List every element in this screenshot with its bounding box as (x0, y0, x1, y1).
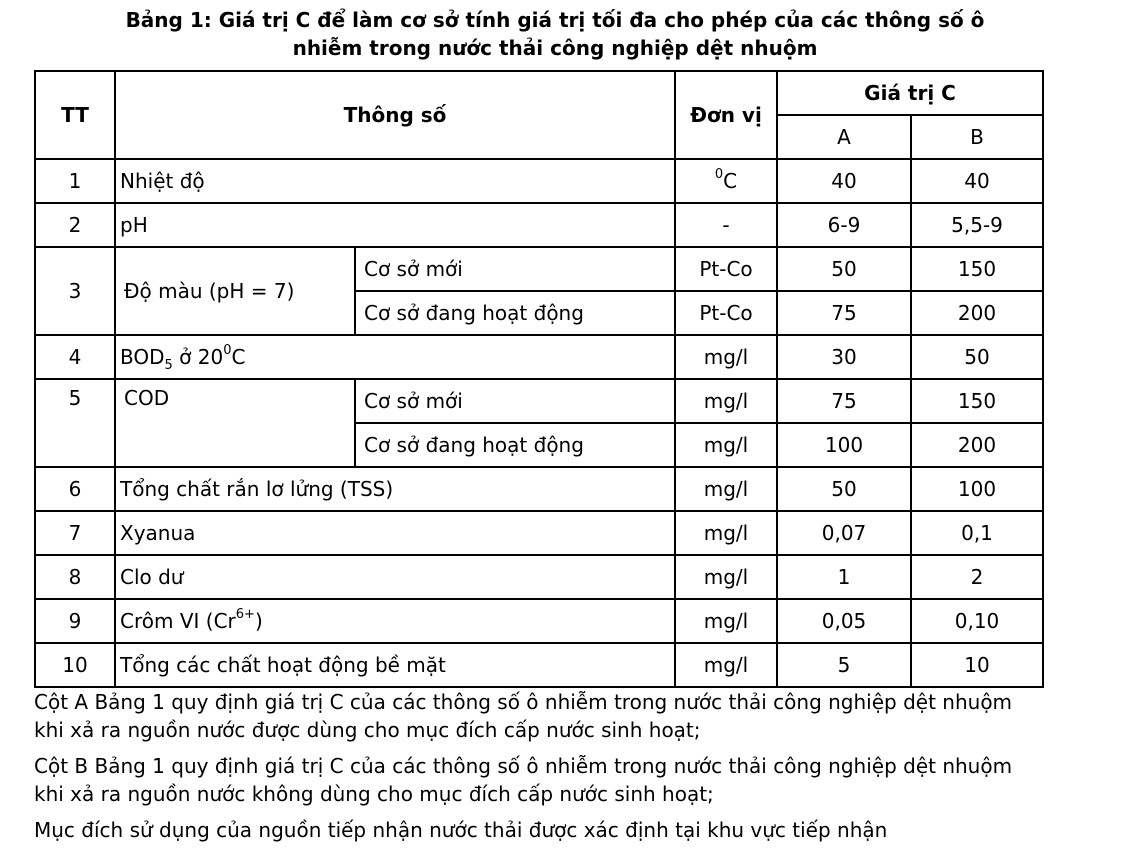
row-value-b: 100 (911, 467, 1043, 511)
row-tt: 10 (35, 643, 115, 687)
row-value-a: 50 (777, 467, 911, 511)
row-value-b: 5,5-9 (911, 203, 1043, 247)
table-row (35, 159, 1043, 203)
row-unit: mg/l (675, 643, 777, 687)
header-col-b: B (911, 115, 1043, 159)
row-tt: 7 (35, 511, 115, 555)
param-superscript: 0 (223, 343, 232, 359)
header-row (35, 71, 1043, 115)
row-value-a: 1 (777, 555, 911, 599)
row-param: pH (115, 203, 675, 247)
row-subparam: Cơ sở mới (355, 379, 675, 423)
row-param: Tổng các chất hoạt động bề mặt (115, 643, 675, 687)
row-param: COD (115, 379, 355, 467)
row-tt: 3 (35, 247, 115, 335)
row-value-a: 5 (777, 643, 911, 687)
row-param: Tổng chất rắn lơ lửng (TSS) (115, 467, 675, 511)
row-value-b: 0,1 (911, 511, 1043, 555)
param-subscript: 5 (164, 358, 173, 373)
table-row (35, 643, 1043, 687)
row-subparam: Cơ sở đang hoạt động (355, 291, 675, 335)
row-value-a: 75 (777, 379, 911, 423)
table-caption (0, 6, 1110, 62)
header-unit: Đơn vị (675, 71, 777, 159)
row-unit (675, 159, 777, 203)
param-text: BOD (120, 345, 165, 369)
row-value-a: 6-9 (777, 203, 911, 247)
row-value-b: 150 (911, 379, 1043, 423)
row-unit: mg/l (675, 555, 777, 599)
row-unit: mg/l (675, 511, 777, 555)
row-value-b: 2 (911, 555, 1043, 599)
table-row (35, 555, 1043, 599)
note-paragraph: Cột B Bảng 1 quy định giá trị C của các thông số ô nhiễm trong nước thải công nghiệp dệt nhuộm khi xả ra nguồn nước không dùng cho mục đích cấp nước sinh hoạt; (34, 754, 1013, 806)
row-unit: mg/l (675, 599, 777, 643)
row-unit: mg/l (675, 467, 777, 511)
row-value-b: 50 (911, 335, 1043, 379)
row-value-b: 200 (911, 423, 1043, 467)
row-tt: 6 (35, 467, 115, 511)
row-unit: Pt-Co (675, 291, 777, 335)
row-unit: - (675, 203, 777, 247)
row-tt: 4 (35, 335, 115, 379)
caption-line-1: Bảng 1: Giá trị C để làm cơ sở tính giá trị tối đa cho phép của các thông số ô (125, 8, 985, 32)
row-unit: Pt-Co (675, 247, 777, 291)
row-value-a: 50 (777, 247, 911, 291)
row-value-b: 0,10 (911, 599, 1043, 643)
row-param (115, 599, 675, 643)
unit-main: C (723, 169, 738, 193)
header-tt: TT (35, 71, 115, 159)
row-value-b: 40 (911, 159, 1043, 203)
table-row (35, 599, 1043, 643)
row-value-b: 150 (911, 247, 1043, 291)
param-text: ) (254, 609, 263, 633)
table-row (35, 511, 1043, 555)
note-paragraph: Mục đích sử dụng của nguồn tiếp nhận nước thải được xác định tại khu vực tiếp nhận (34, 818, 888, 842)
row-value-b: 200 (911, 291, 1043, 335)
table-row (35, 467, 1043, 511)
row-value-a: 75 (777, 291, 911, 335)
param-text: C (231, 345, 246, 369)
row-tt: 5 (35, 379, 115, 467)
row-unit: mg/l (675, 379, 777, 423)
header-param: Thông số (115, 71, 675, 159)
row-tt: 2 (35, 203, 115, 247)
row-value-b: 10 (911, 643, 1043, 687)
row-param: Độ màu (pH = 7) (115, 247, 355, 335)
table-row (35, 379, 1043, 423)
param-text: Crôm VI (Cr (120, 609, 236, 633)
row-unit: mg/l (675, 423, 777, 467)
row-tt: 1 (35, 159, 115, 203)
row-value-a: 30 (777, 335, 911, 379)
row-subparam: Cơ sở đang hoạt động (355, 423, 675, 467)
row-tt: 9 (35, 599, 115, 643)
row-param: Clo dư (115, 555, 675, 599)
table-row (35, 203, 1043, 247)
table-row (35, 247, 1043, 291)
row-unit: mg/l (675, 335, 777, 379)
row-param: Nhiệt độ (115, 159, 675, 203)
row-tt: 8 (35, 555, 115, 599)
row-value-a: 0,05 (777, 599, 911, 643)
caption-line-2: nhiễm trong nước thải công nghiệp dệt nhuộm (292, 36, 818, 60)
unit-superscript: 0 (714, 167, 724, 183)
note-paragraph: Cột A Bảng 1 quy định giá trị C của các thông số ô nhiễm trong nước thải công nghiệp dệt nhuộm khi xả ra nguồn nước được dùng cho mục đích cấp nước sinh hoạt; (34, 690, 1013, 742)
row-value-a: 100 (777, 423, 911, 467)
row-value-a: 40 (777, 159, 911, 203)
row-param: Xyanua (115, 511, 675, 555)
row-subparam: Cơ sở mới (355, 247, 675, 291)
parameter-table (34, 70, 1044, 688)
param-superscript: 6+ (235, 607, 255, 623)
notes-section (34, 688, 1044, 852)
table-row (35, 335, 1043, 379)
row-param (115, 335, 675, 379)
header-c-value: Giá trị C (777, 71, 1043, 115)
row-value-a: 0,07 (777, 511, 911, 555)
param-text: ở 20 (172, 345, 224, 369)
header-col-a: A (777, 115, 911, 159)
